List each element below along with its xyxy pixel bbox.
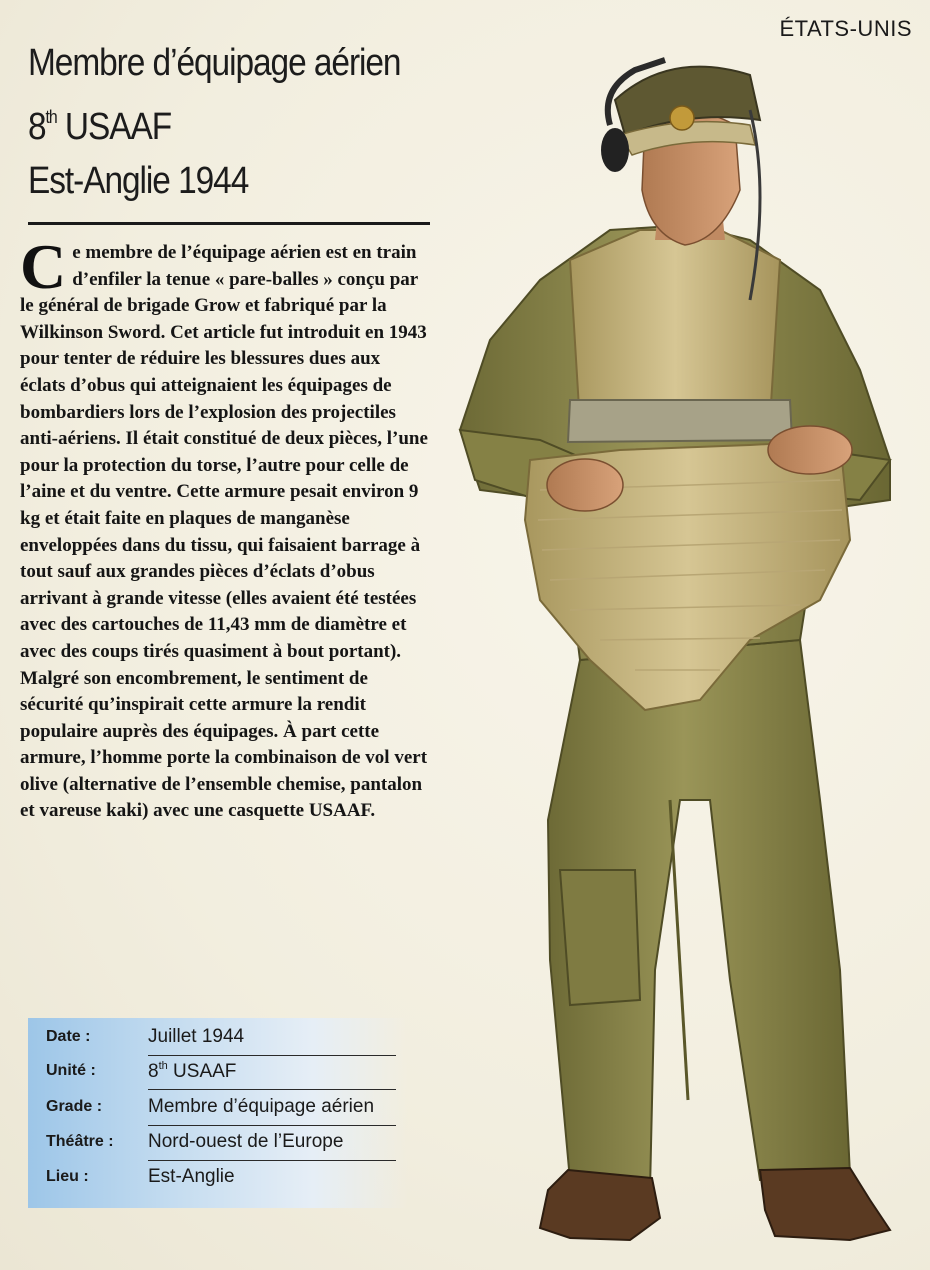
title-line-2 [28, 90, 384, 154]
title-line-3: Est-Anglie 1944 [28, 160, 249, 202]
date-value: Juillet 1944 [148, 1026, 245, 1047]
info-row-unit [46, 1056, 396, 1090]
page-title [28, 36, 432, 208]
harness-strap [568, 400, 792, 442]
info-rule [148, 1089, 396, 1090]
boots [540, 1168, 890, 1240]
grade-value: Membre d’équipage aérien [148, 1096, 375, 1117]
airman-illustration [420, 40, 930, 1270]
unit-suffix: th [158, 1060, 168, 1072]
lieu-value: Est-Anglie [148, 1166, 235, 1187]
theatre-label: Théâtre : [46, 1133, 114, 1150]
info-rule [148, 1125, 396, 1126]
title-unit-name: USAAF [56, 106, 172, 148]
drop-cap: C [20, 231, 67, 302]
article-body [20, 231, 428, 825]
left-hand [547, 459, 623, 511]
title-unit-suffix: th [45, 107, 57, 127]
title-divider [28, 222, 430, 225]
article-text: e membre de l’équipage aérien est en train d’enfiler la tenue « pare-balles » conçu par le général de brigade Grow et fabriqué par la Wilkinson Sword. Cet article fut introduit en 1943 pour tenter de réduire les blessures dues aux éclats d’obus qui atteignaient les équipages de bombardiers lors de l’explosion des projectiles anti-aériens. Il était constitué de deux pièces, l’une pour la protection du torse, l’autre pour celle de l’aine et du ventre. Cette armure pesait environ 9 kg et était faite en plaques de manganèse enveloppées dans du tissu, qui faisaient barrage à tout sauf aux grandes pièces d’éclats d’obus arrivant à grande vitesse (elles avaient été testées avec des cartouches de 11,43 mm de diamètre et avec des coups tirés quasiment à bout portant). Malgré son encombrement, le sentiment de sécurité qu’inspirait cette armure la rendit populaire auprès des équipages. À part cette armure, l’homme porte la combinaison de vol vert olive (alternative de l’ensemble chemise, pantalon et vareuse kaki) avec une casquette USAAF. [20, 242, 428, 822]
unit-number: 8 [148, 1061, 159, 1082]
usaaf-cap [615, 67, 760, 155]
cap-badge-icon [670, 106, 694, 130]
info-row-theatre [46, 1127, 396, 1161]
info-row-date [46, 1022, 396, 1056]
info-row-grade [46, 1092, 396, 1126]
unit-value [148, 1060, 236, 1083]
info-row-lieu [46, 1162, 396, 1196]
theatre-value: Nord-ouest de l’Europe [148, 1131, 344, 1152]
title-line-1: Membre d’équipage aérien [28, 42, 401, 84]
date-label: Date : [46, 1028, 91, 1045]
info-panel [28, 1018, 408, 1208]
country-label: ÉTATS-UNIS [779, 16, 912, 41]
grade-label: Grade : [46, 1098, 103, 1115]
unit-label: Unité : [46, 1062, 96, 1079]
lieu-label: Lieu : [46, 1168, 89, 1185]
trousers [548, 640, 850, 1190]
right-hand [768, 426, 852, 474]
title-unit-number: 8 [28, 106, 46, 148]
headset-earphone-icon [601, 128, 629, 172]
chest-armor [570, 230, 780, 425]
unit-name: USAAF [167, 1061, 237, 1082]
info-rule [148, 1160, 396, 1161]
